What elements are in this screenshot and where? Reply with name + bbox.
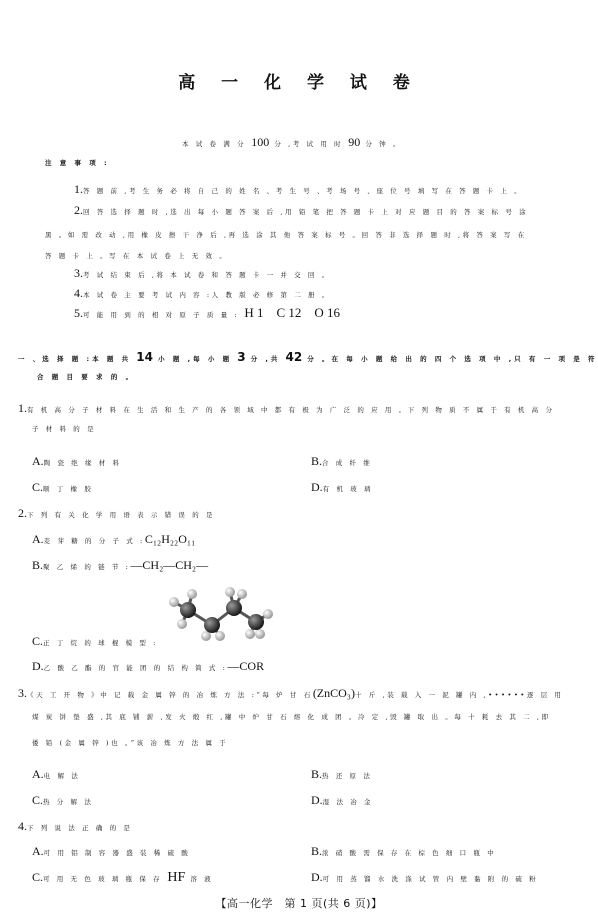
- notice-4: 4.本 试 卷 主 要 考 试 内 容 :人 教 版 必 修 第 二 册 。: [74, 286, 331, 300]
- exam-intro: 本 试 卷 满 分 100 分 ,考 试 用 时 90 分 钟 。: [182, 135, 403, 149]
- notice-3: 3.考 试 结 束 后 ,将 本 试 卷 和 答 题 卡 一 并 交 回 。: [74, 266, 331, 280]
- q2-option-c[interactable]: C.正 丁 烷 的 球 棍 模 型 :: [32, 634, 158, 648]
- q2-option-d[interactable]: D.乙 酸 乙 酯 的 官 能 团 的 结 构 简 式 :—COR: [32, 659, 265, 673]
- notice-2-cont2: 答 题 卡 上 。写 在 本 试 卷 上 无 效 。: [45, 252, 229, 260]
- q2-option-b[interactable]: B.聚 乙 烯 的 链 节 :—CH₂—CH₂—: [32, 558, 209, 572]
- question-1: 1.有 机 高 分 子 材 料 在 生 活 和 生 产 的 各 领 域 中 都 有 极 为 广 泛 的 应 用 。下 列 物 质 不 属 于 有 机 高 分: [18, 401, 555, 415]
- notice-2-cont: 黑 。如 需 改 动 ,用 橡 皮 擦 干 净 后 ,再 选 涂 其 他 答 案 标 号 。回 答 非 选 择 题 时 ,将 答 案 写 在: [45, 231, 527, 239]
- q1-option-b[interactable]: B.合 成 纤 维: [311, 454, 373, 468]
- q3-option-d[interactable]: D.湿 法 冶 金: [311, 793, 374, 807]
- q1-option-c[interactable]: C.顺 丁 橡 胶: [32, 480, 94, 494]
- question-3-cont2: 倭 铅 (金 属 锌 )也 。”该 冶 炼 方 法 属 于: [32, 739, 229, 747]
- section-1-header-line2: 合 题 目 要 求 的 。: [37, 373, 136, 381]
- question-3-cont: 煤 炭 饼 垫 盛 ,其 底 铺 薪 ,发 火 煅 红 ,罐 中 炉 甘 石 熔 化 成 团 。冷 定 ,毁 罐 取 出 。每 十 耗 去 其 二 ,即: [32, 713, 551, 721]
- notice-title: 注 意 事 项 :: [45, 159, 110, 167]
- q4-option-c[interactable]: C.可 用 无 色 玻 璃 瓶 保 存 HF 溶 液: [32, 870, 214, 885]
- q3-option-b[interactable]: B.热 还 原 法: [311, 767, 373, 781]
- question-2: 2.下 列 有 关 化 学 用 语 表 示 错 误 的 是: [18, 506, 216, 520]
- page-title: 高 一 化 学 试 卷: [178, 73, 420, 93]
- q4-option-d[interactable]: D.可 用 蒸 馏 水 洗 涤 试 管 内 壁 黏 附 的 硫 粉: [311, 870, 539, 884]
- q4-option-b[interactable]: B.浓 硝 酸 需 保 存 在 棕 色 细 口 瓶 中: [311, 844, 497, 858]
- q1-option-a[interactable]: A.陶 瓷 绝 缘 材 料: [32, 454, 122, 468]
- question-1-cont: 子 材 料 的 是: [32, 425, 97, 433]
- q4-option-a[interactable]: A.可 用 铝 制 容 器 盛 装 稀 硫 酸: [32, 844, 191, 858]
- notice-1: 1.答 题 前 ,考 生 务 必 将 自 己 的 姓 名 、考 生 号 、考 场 号 、座 位 号 填 写 在 答 题 卡 上 。: [74, 182, 524, 196]
- question-3: 3.《天 工 开 物 》中 记 载 金 属 锌 的 冶 炼 方 法 :“每 炉 甘 石(ZnCO₃)十 斤 ,装 载 入 一 泥 罐 内 ,••••••逐 层 用: [18, 686, 564, 700]
- q2-option-a[interactable]: A.麦 芽 糖 的 分 子 式 :C₁₂H₂₂O₁₁: [32, 532, 196, 546]
- q1-option-d[interactable]: D.有 机 玻 璃: [311, 480, 374, 494]
- q3-option-a[interactable]: A.电 解 法: [32, 767, 81, 781]
- notice-2: 2.回 答 选 择 题 时 ,选 出 每 小 题 答 案 后 ,用 铅 笔 把 答 题 卡 上 对 应 题 目 的 答 案 标 号 涂: [74, 203, 529, 217]
- q3-option-c[interactable]: C.热 分 解 法: [32, 793, 94, 807]
- page-footer: 【高一化学 第 1 页(共 6 页)】: [215, 897, 383, 910]
- butane-ball-stick-model-icon: [160, 580, 280, 642]
- question-4: 4.下 列 说 法 正 确 的 是: [18, 819, 133, 833]
- notice-5: 5.可 能 用 到 的 相 对 原 子 质 量 : H 1 C 12 O 16: [74, 305, 341, 320]
- section-1-header: 一 、选 择 题 :本 题 共 14 小 题 ,每 小 题 3 分 ,共 42 分 。在 每 小 题 给 出 的 四 个 选 项 中 ,只 有 一 项 是 符: [18, 350, 598, 364]
- atomic-masses: H 1 C 12 O 16: [244, 305, 341, 320]
